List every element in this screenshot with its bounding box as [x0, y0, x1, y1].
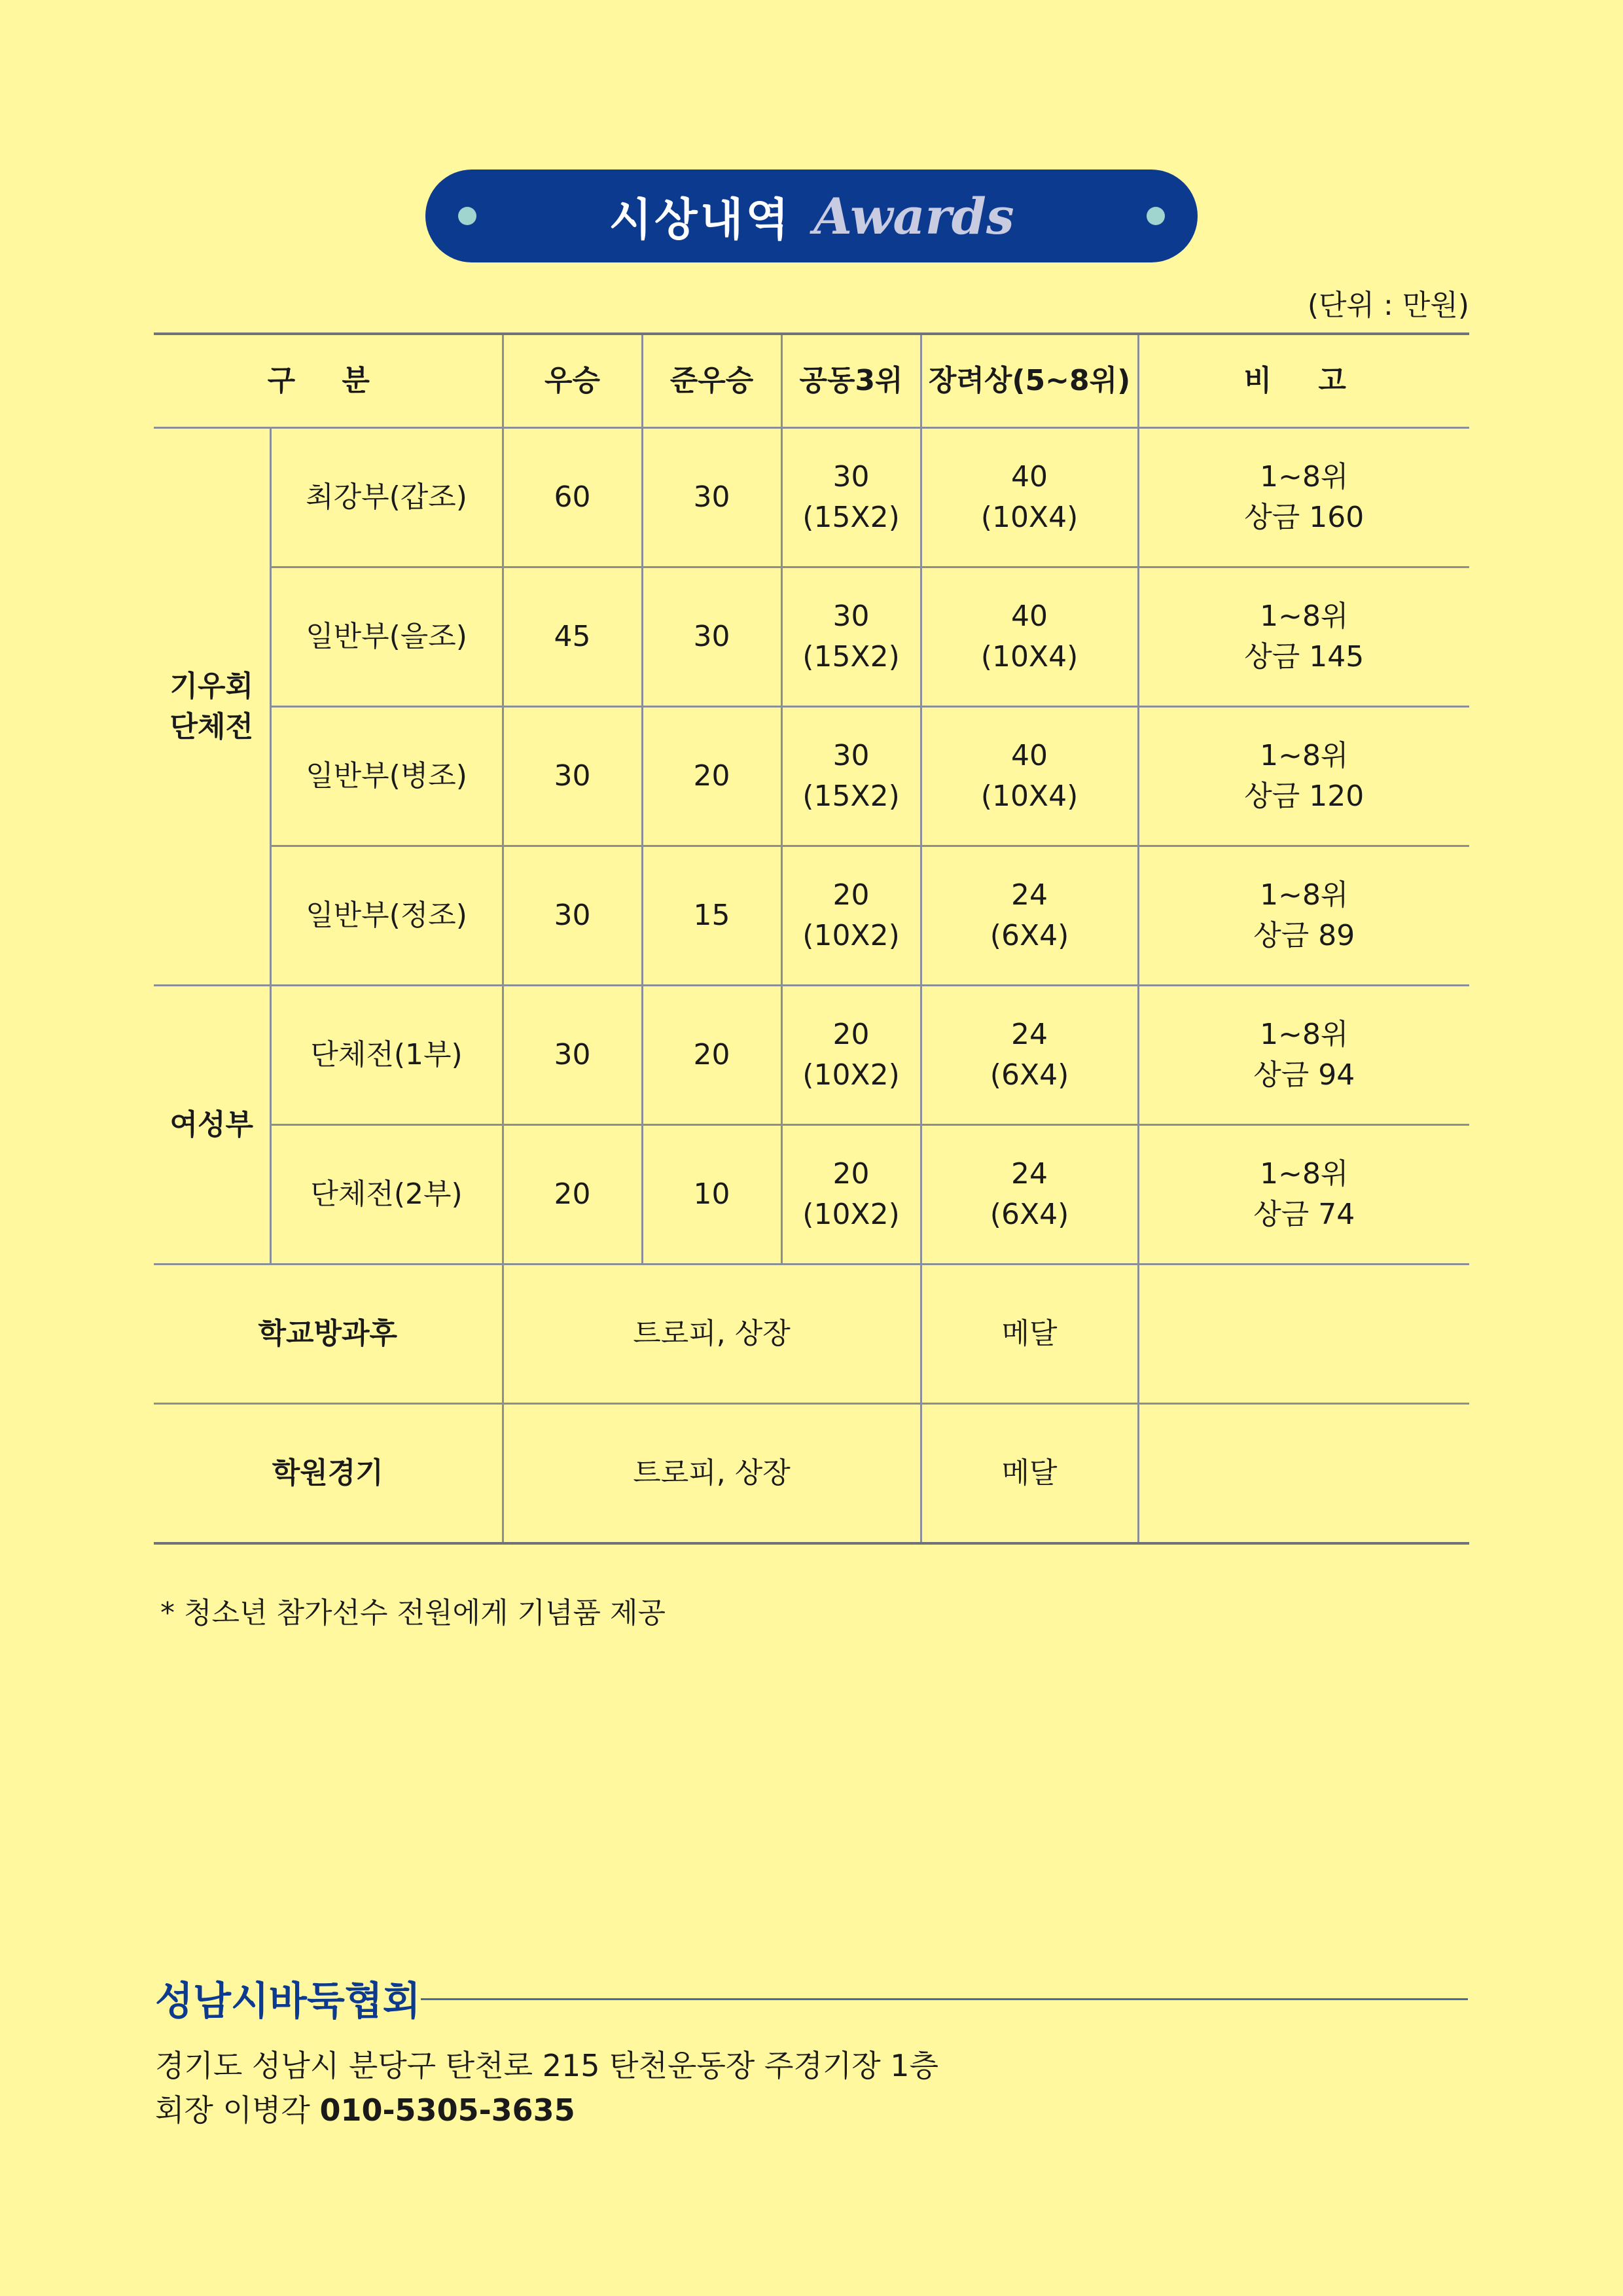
note-rank: 1~8위 [1260, 460, 1349, 493]
third-detail: (10X2) [802, 919, 900, 952]
contact-label: 회장 이병각 [155, 2092, 310, 2128]
third-value: 30 [832, 739, 870, 772]
table-row [154, 1404, 1469, 1544]
note-cell [1138, 428, 1469, 567]
note-prize: 상금 94 [1253, 1058, 1355, 1092]
encourage-detail: (10X4) [980, 640, 1079, 673]
header-first: 우승 [503, 334, 642, 428]
third-detail: (10X2) [802, 1198, 900, 1231]
division-cell: 일반부(병조) [270, 707, 503, 846]
table-row [154, 846, 1469, 986]
footer-divider [421, 1998, 1468, 2000]
title-english: Awards [813, 187, 1014, 245]
address: 경기도 성남시 분당구 탄천로 215 탄천운동장 주경기장 1층 [155, 2048, 939, 2083]
group-name-line: 단체전 [169, 709, 253, 744]
note-cell [1138, 986, 1469, 1125]
encourage-detail: (6X4) [990, 1198, 1069, 1231]
note-prize: 상금 120 [1244, 780, 1364, 813]
note-rank: 1~8위 [1260, 1018, 1349, 1051]
second-cell: 20 [642, 707, 781, 846]
first-cell: 20 [503, 1125, 642, 1265]
group-name [154, 986, 270, 1265]
header-note: 비 고 [1138, 334, 1469, 428]
header-category: 구 분 [154, 334, 503, 428]
header-third: 공동3위 [781, 334, 921, 428]
third-cell [781, 846, 921, 986]
group-name-line: 여성부 [169, 1107, 253, 1141]
third-cell [781, 567, 921, 707]
awards-table [154, 332, 1469, 1545]
second-cell: 30 [642, 428, 781, 567]
encourage-cell [921, 1125, 1138, 1265]
encourage-cell [921, 567, 1138, 707]
encourage-detail: (10X4) [980, 780, 1079, 813]
footnote: * 청소년 참가선수 전원에게 기념품 제공 [160, 1596, 666, 1630]
encourage-value: 40 [1011, 460, 1048, 493]
table-row [154, 986, 1469, 1125]
encourage-cell [921, 428, 1138, 567]
special-name: 학원경기 [154, 1404, 503, 1544]
second-cell: 20 [642, 986, 781, 1125]
note-prize: 상금 160 [1244, 501, 1364, 534]
awards-table-container [154, 332, 1469, 1545]
first-cell: 30 [503, 846, 642, 986]
contact-line [155, 2087, 575, 2130]
second-cell: 10 [642, 1125, 781, 1265]
table-row [154, 1125, 1469, 1265]
first-cell: 30 [503, 707, 642, 846]
title-banner [425, 170, 1198, 262]
division-cell: 단체전(1부) [270, 986, 503, 1125]
banner-dot-right [1147, 207, 1165, 225]
encourage-cell [921, 707, 1138, 846]
title-korean: 시상내역 [609, 194, 792, 246]
encourage-value: 24 [1011, 1157, 1048, 1191]
first-cell: 30 [503, 986, 642, 1125]
group-name-line: 기우회 [169, 669, 253, 703]
table-row [154, 428, 1469, 567]
note-prize: 상금 145 [1244, 640, 1364, 673]
note-prize: 상금 89 [1253, 919, 1355, 952]
third-detail: (15X2) [802, 640, 900, 673]
second-cell: 15 [642, 846, 781, 986]
unit-label: (단위 : 만원) [1307, 289, 1469, 322]
table-row [154, 567, 1469, 707]
encourage-value: 40 [1011, 600, 1048, 633]
encourage-value: 24 [1011, 1018, 1048, 1051]
third-detail: (15X2) [802, 501, 900, 534]
note-rank: 1~8위 [1260, 600, 1349, 633]
third-cell [781, 986, 921, 1125]
division-cell: 일반부(을조) [270, 567, 503, 707]
note-cell [1138, 846, 1469, 986]
third-cell [781, 1125, 921, 1265]
special-name: 학교방과후 [154, 1265, 503, 1404]
third-value: 20 [832, 878, 870, 912]
group-name [154, 428, 270, 986]
third-detail: (15X2) [802, 780, 900, 813]
note-cell [1138, 707, 1469, 846]
third-detail: (10X2) [802, 1058, 900, 1092]
special-prize: 트로피, 상장 [503, 1404, 921, 1544]
third-value: 30 [832, 600, 870, 633]
first-cell: 60 [503, 428, 642, 567]
encourage-detail: (10X4) [980, 501, 1079, 534]
encourage-value: 24 [1011, 878, 1048, 912]
third-value: 30 [832, 460, 870, 493]
special-note [1138, 1265, 1469, 1404]
table-header-row [154, 334, 1469, 428]
table-row [154, 707, 1469, 846]
third-cell [781, 428, 921, 567]
special-encourage: 메달 [921, 1404, 1138, 1544]
note-rank: 1~8위 [1260, 739, 1349, 772]
header-encourage: 장려상(5~8위) [921, 334, 1138, 428]
encourage-cell [921, 986, 1138, 1125]
division-cell: 최강부(갑조) [270, 428, 503, 567]
special-note [1138, 1404, 1469, 1544]
first-cell: 45 [503, 567, 642, 707]
phone-number: 010-5305-3635 [319, 2092, 575, 2128]
division-cell: 일반부(정조) [270, 846, 503, 986]
note-rank: 1~8위 [1260, 878, 1349, 912]
organization-name: 성남시바둑협회 [155, 1979, 421, 2024]
note-prize: 상금 74 [1253, 1198, 1355, 1231]
header-second: 준우승 [642, 334, 781, 428]
table-row [154, 1265, 1469, 1404]
special-encourage: 메달 [921, 1265, 1138, 1404]
third-value: 20 [832, 1018, 870, 1051]
third-cell [781, 707, 921, 846]
encourage-detail: (6X4) [990, 919, 1069, 952]
encourage-cell [921, 846, 1138, 986]
third-value: 20 [832, 1157, 870, 1191]
encourage-value: 40 [1011, 739, 1048, 772]
banner-dot-left [458, 207, 476, 225]
note-cell [1138, 1125, 1469, 1265]
second-cell: 30 [642, 567, 781, 707]
division-cell: 단체전(2부) [270, 1125, 503, 1265]
encourage-detail: (6X4) [990, 1058, 1069, 1092]
note-cell [1138, 567, 1469, 707]
special-prize: 트로피, 상장 [503, 1265, 921, 1404]
note-rank: 1~8위 [1260, 1157, 1349, 1191]
